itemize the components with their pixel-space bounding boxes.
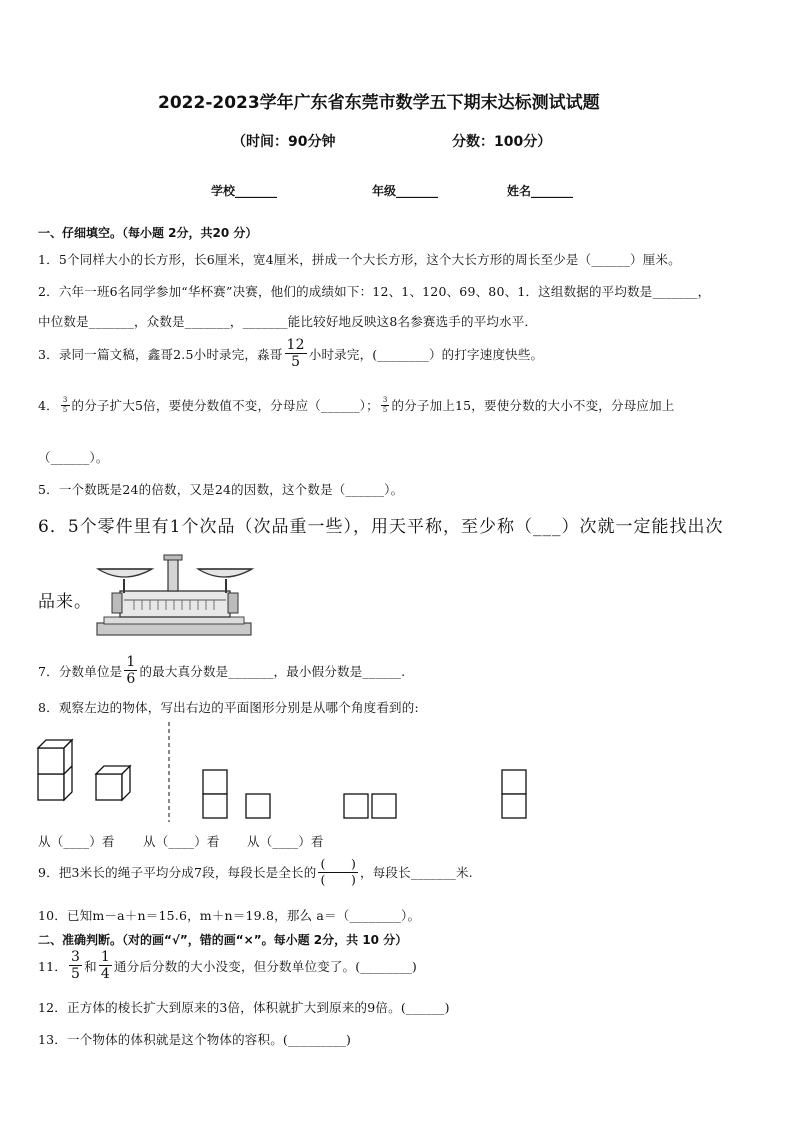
fraction-1-4: [99, 950, 112, 981]
view-figures: [36, 722, 536, 824]
page-title: 2022-2023学年广东省东莞市数学五下期末达标测试试题: [158, 93, 600, 113]
question-4-post: 的分子加上15，要使分数的大小不变，分母应加上: [391, 398, 675, 413]
question-13: 13．一个物体的体积就是这个物体的容积。(_________): [38, 1032, 352, 1047]
question-3-post: 小时录完，(________）的打字速度快些。: [308, 346, 544, 362]
question-4: [38, 396, 675, 414]
fraction-blank: [318, 858, 358, 886]
question-1: 1．5个同样大小的长方形，长6厘米，宽4厘米，拼成一个大长方形，这个大长方形的周长至少是（______）厘米。: [38, 252, 681, 267]
section2-heading: 二、准确判断。（对的画“√”，错的画“×”。每小题 2分，共 10 分）: [38, 933, 408, 947]
question-6-line1: 6．5个零件里有1个次品（次品重一些），用天平称，至少称（___）次就一定能找出次: [38, 517, 724, 537]
question-7-pre: 7．分数单位是: [38, 663, 123, 679]
fraction-denominator: ( ): [320, 871, 357, 887]
view-label-3: 从（____）看: [247, 834, 324, 849]
balance-scale-image: [94, 555, 254, 637]
question-11-pre: 11．: [38, 958, 68, 974]
question-11-and: 和: [84, 958, 97, 974]
question-6-line2: 品来。: [38, 592, 92, 612]
fraction-numerator: 1: [100, 949, 110, 965]
fraction-3-5-a: [61, 397, 70, 414]
question-2-line2: 中位数是_______，众数是_______，_______能比较好地反映这8名参赛选手的平均水平．: [38, 314, 538, 329]
question-4-line2: （______）。: [38, 450, 109, 465]
view-label-2: 从（____）看: [143, 834, 220, 849]
fraction-denominator: 5: [382, 405, 388, 414]
section1-heading: 一、仔细填空。（每小题 2分，共20 分）: [38, 226, 258, 240]
question-3: [38, 338, 543, 369]
fraction-numerator: 3: [62, 395, 68, 404]
question-5: 5．一个数既是24的倍数，又是24的因数，这个数是（______）。: [38, 482, 404, 497]
fraction-denominator: 5: [291, 354, 301, 370]
fraction-1-6: [124, 655, 137, 686]
question-7: [38, 655, 405, 686]
question-3-pre: 3．录同一篇文稿，鑫哥2.5小时录完，淼哥: [38, 346, 283, 362]
fraction-denominator: 4: [100, 966, 110, 982]
question-8: 8．观察左边的物体，写出右边的平面图形分别是从哪个角度看到的:: [38, 700, 419, 715]
exam-score: 分数：100分）: [452, 134, 552, 150]
school-field: 学校_______: [211, 184, 278, 198]
fraction-3-5: [69, 950, 82, 981]
fraction-denominator: 5: [62, 405, 68, 414]
question-9-pre: 9．把3米长的绳子平均分成7段，每段长是全长的: [38, 865, 317, 880]
fraction-numerator: 1: [126, 654, 136, 670]
grade-field: 年级_______: [372, 184, 439, 198]
question-2-line1: 2．六年一班6名同学参加“华杯赛”决赛，他们的成绩如下：12、1、120、69、80、1．这组数据的平均数是_______，: [38, 284, 711, 299]
question-4-pre: 4．: [38, 398, 59, 413]
question-11-post: 通分后分数的大小没变，但分数单位变了。(________): [113, 958, 417, 974]
question-10: 10．已知m－a＋n＝15.6，m＋n＝19.8，那么 a＝（________）。: [38, 908, 421, 923]
question-11: [38, 950, 417, 981]
fraction-numerator: 3: [71, 949, 81, 965]
fraction-denominator: 6: [126, 671, 136, 687]
question-9-post: ，每段长_______米.: [360, 865, 473, 880]
fraction-3-5-b: [381, 397, 390, 414]
question-7-post: 的最大真分数是_______，最小假分数是______.: [139, 663, 406, 679]
question-12: 12．正方体的棱长扩大到原来的3倍，体积就扩大到原来的9倍。(______): [38, 1000, 450, 1015]
fraction-numerator: 12: [286, 337, 305, 353]
fraction-numerator: 3: [382, 395, 388, 404]
name-field: 姓名_______: [507, 184, 574, 198]
exam-time: （时间：90分钟: [232, 134, 336, 150]
view-label-1: 从（____）看: [38, 834, 115, 849]
question-4-mid: 的分子扩大5倍，要使分数值不变，分母应（______）；: [71, 398, 379, 413]
fraction-12-5: [285, 338, 307, 369]
fraction-numerator: ( ): [320, 856, 357, 871]
question-9: [38, 858, 473, 886]
fraction-denominator: 5: [71, 966, 81, 982]
